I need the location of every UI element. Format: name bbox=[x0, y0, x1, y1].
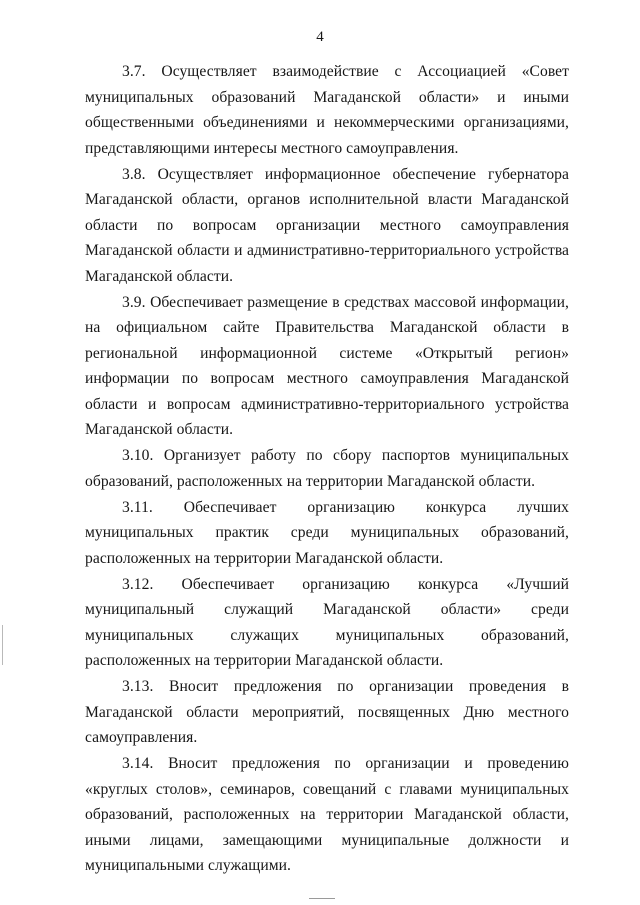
page-number: 4 bbox=[316, 29, 324, 45]
paragraph-3-9: 3.9. Обеспечивает размещение в средствах массовой информации, на официальном сайте Правительства Магаданской области в региональной информационной системе «Открытый регион» информации по вопросам местного самоуправления Магаданской области и вопросам административно-территориального устройства Магаданской области. bbox=[85, 293, 569, 438]
scan-margin-mark bbox=[2, 625, 3, 665]
paragraph-3-14: 3.14. Вносит предложения по организации и проведению «круглых столов», семинаров, совещаний с главами муниципальных образований, расположенных на территории Магаданской области, иными лицами, замещающими муниципальные должности и муниципальными служащими. bbox=[85, 755, 569, 874]
paragraph-3-11: 3.11. Обеспечивает организацию конкурса лучших муниципальных практик среди муниципальных образований, расположенных на территории Магаданской области. bbox=[85, 498, 569, 567]
paragraph-3-10: 3.10. Организует работу по сбору паспортов муниципальных образований, расположенных на территории Магаданской области. bbox=[85, 447, 569, 490]
paragraph-3-7: 3.7. Осуществляет взаимодействие с Ассоциацией «Совет муниципальных образований Магаданской области» и иными общественными объединениями и некоммерческими организациями, представляющими интересы местного самоуправления. bbox=[85, 63, 569, 157]
paragraph-3-8: 3.8. Осуществляет информационное обеспечение губернатора Магаданской области, органов исполнительной власти Магаданской области по вопросам организации местного самоуправления Магаданской области и административно-территориального устройства Магаданской области. bbox=[85, 165, 569, 285]
scan-bottom-mark bbox=[309, 898, 335, 899]
paragraph-3-12: 3.12. Обеспечивает организацию конкурса «Лучший муниципальный служащий Магаданской области» среди муниципальных служащих муниципальных образований, расположенных на территории Магаданской области. bbox=[85, 575, 569, 669]
document-body bbox=[85, 59, 569, 879]
paragraph-3-13: 3.13. Вносит предложения по организации проведения в Магаданской области мероприятий, посвященных Дню местного самоуправления. bbox=[85, 678, 569, 746]
